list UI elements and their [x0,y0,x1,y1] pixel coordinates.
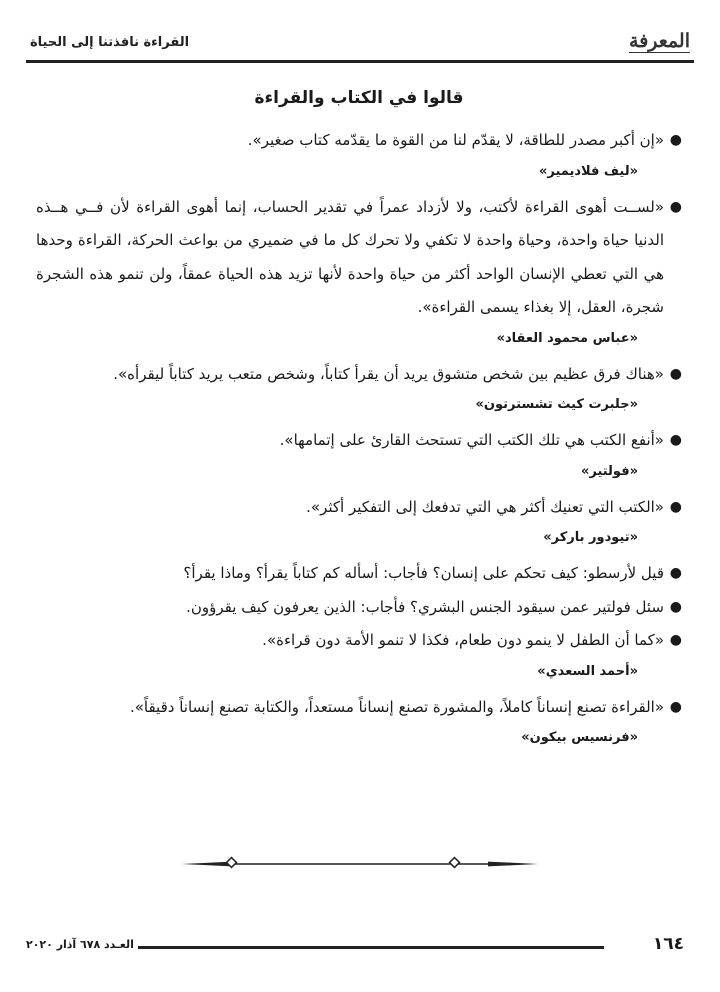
saying-item [36,557,682,591]
bullet-icon: ● [669,632,682,648]
quote-text: «هناك فرق عظيم بين شخص متشوق يريد أن يقرأ كتاباً، وشخص متعب يريد كتاباً ليقرأه». [113,364,664,383]
page-header [26,30,694,63]
quote-author: «فرنسيس بيكون» [521,730,638,745]
quote-text: «إن أكبر مصدر للطاقة، لا يقدّم لنا من القوة ما يقدّمه كتاب صغير». [247,131,664,149]
bullet-icon: ● [669,432,682,448]
bullet-icon: ● [669,132,682,148]
quote-text: «الكتب التي تعنيك أكثر هي التي تدفعك إلى التفكير أكثر». [306,497,664,516]
saying-item [36,624,682,658]
quote-text: «القراءة تصنع إنساناً كاملاً، والمشورة تصنع إنساناً مستعداً، والكتابة تصنع إنساناً دقيقاً». [129,697,664,716]
saying-text: «كما أن الطفل لا ينمو دون طعام، فكذا لا تنمو الأمة دون قراءة». [262,631,664,649]
article-body [36,88,682,757]
quote-item [36,358,682,392]
issue-info: العـدد ٦٧٨ آذار ٢٠٢٠ [26,938,134,951]
page-number: ١٦٤ [652,934,684,954]
quote-item [36,491,682,525]
quote-item [36,424,682,458]
footer-rule [138,946,604,949]
sayings-author: «أحمد السعدي» [537,663,638,679]
section-title: قالوا في الكتاب والقراءة [254,88,464,108]
quote-item [36,124,682,158]
saying-text: قيل لأرسطو: كيف تحكم على إنسان؟ فأجاب: أسأله كم كتاباً يقرأ؟ وماذا يقرأ؟ [183,564,664,582]
quote-text: «لســت أهوى القراءة لأكتب، ولا لأزداد عمراً في تقدير الحساب، إنما أهوى القراءة لأن فــي هــذه الدنيا حياة واحدة، وحياة واحدة لا تكفي ولا تحرك كل ما في ضميري من بواعث الحركة، القراءة وحدها هي التي تعطي الإنسان الواحد أكثر من حياة واحدة لأنها تزيد هذه الحياة عمقاً، ولن تنمو هذه الشجرة شجرة، العقل، إلا بغذاء يسمى القراءة». [36,197,664,316]
quote-author: «ليف فلاديمير» [538,163,638,179]
page-footer [26,934,684,958]
quote-author: «جلبرت كيث تشسترتون» [475,397,638,412]
quote-author: «عباس محمود العقاد» [496,330,638,346]
quote-author: «تيودور باركر» [543,530,638,545]
saying-item [36,591,682,625]
quote-text: «أنفع الكتب هي تلك الكتب التي تستحث القارئ على إتمامها». [279,431,664,449]
quote-item [36,691,682,725]
magazine-logo: المعرفة [629,30,690,52]
quote-item [36,191,682,325]
bullet-icon: ● [669,565,682,581]
bullet-icon: ● [669,498,682,515]
quote-author: «فولتير» [580,463,638,479]
bullet-icon: ● [669,365,682,382]
ornament-divider [180,852,540,876]
saying-text: سئل فولتير عمن سيقود الجنس البشري؟ فأجاب: الذين يعرفون كيف يقرؤون. [186,597,664,616]
bullet-icon: ● [669,698,682,715]
running-title: القراءة نافذتنا إلى الحياة [30,35,190,50]
bullet-icon: ● [669,198,682,215]
bullet-icon: ● [669,598,682,615]
